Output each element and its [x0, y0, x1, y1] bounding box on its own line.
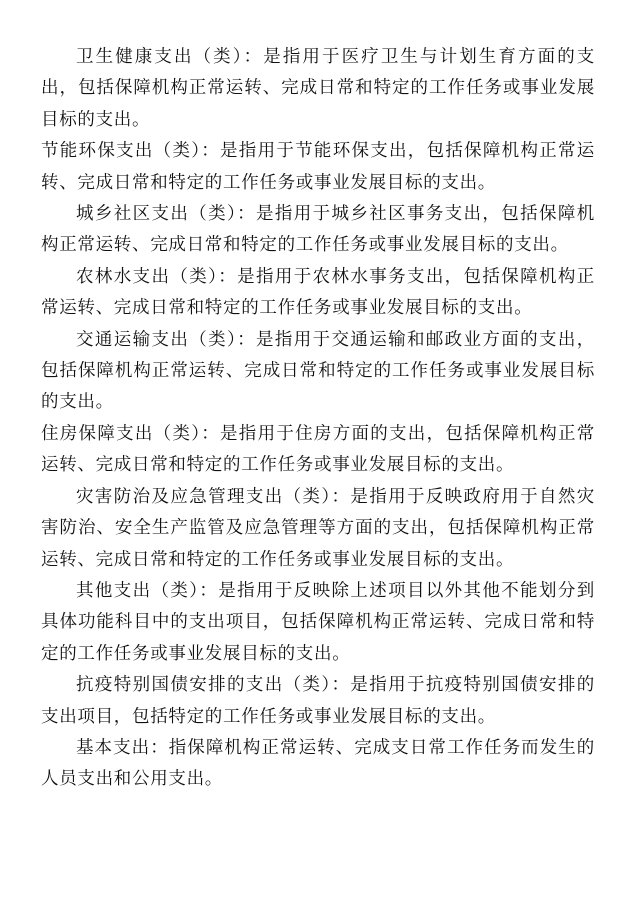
- paragraph-transportation-expenditure: 交通运输支出（类）：是指用于交通运输和邮政业方面的支出，包括保障机构正常运转、完成日常和特定的工作任务或事业发展目标的支出。: [41, 329, 595, 413]
- paragraph-anti-epidemic-bond-expenditure: 抗疫特别国债安排的支出（类）：是指用于抗疫特别国债安排的支出项目，包括特定的工作任务或事业发展目标的支出。: [41, 675, 595, 727]
- paragraph-other-expenditure: 其他支出（类）：是指用于反映除上述项目以外其他不能划分到具体功能科目中的支出项目，包括保障机构正常运转、完成日常和特定的工作任务或事业发展目标的支出。: [41, 580, 595, 664]
- paragraph-agriculture-forestry-water-expenditure: 农林水支出（类）：是指用于农林水事务支出，包括保障机构正常运转、完成日常和特定的工作任务或事业发展目标的支出。: [41, 266, 595, 319]
- paragraph-housing-security-expenditure: 住房保障支出（类）：是指用于住房方面的支出，包括保障机构正常运转、完成日常和特定的工作任务或事业发展目标的支出。: [41, 423, 595, 476]
- paragraph-disaster-prevention-expenditure: 灾害防治及应急管理支出（类）：是指用于反映政府用于自然灾害防治、安全生产监管及应急管理等方面的支出，包括保障机构正常运转、完成日常和特定的工作任务或事业发展目标的支出。: [41, 486, 595, 570]
- paragraph-urban-rural-community-expenditure: 城乡社区支出（类）：是指用于城乡社区事务支出，包括保障机构正常运转、完成日常和特定的工作任务或事业发展目标的支出。: [41, 204, 595, 256]
- paragraph-basic-expenditure: 基本支出：指保障机构正常运转、完成支日常工作任务而发生的人员支出和公用支出。: [41, 737, 595, 790]
- paragraph-energy-environment-expenditure: 节能环保支出（类）：是指用于节能环保支出，包括保障机构正常运转、完成日常和特定的工作任务或事业发展目标的支出。: [41, 141, 595, 193]
- paragraph-health-expenditure: 卫生健康支出（类）：是指用于医疗卫生与计划生育方面的支出，包括保障机构正常运转、完成日常和特定的工作任务或事业发展目标的支出。: [41, 47, 595, 130]
